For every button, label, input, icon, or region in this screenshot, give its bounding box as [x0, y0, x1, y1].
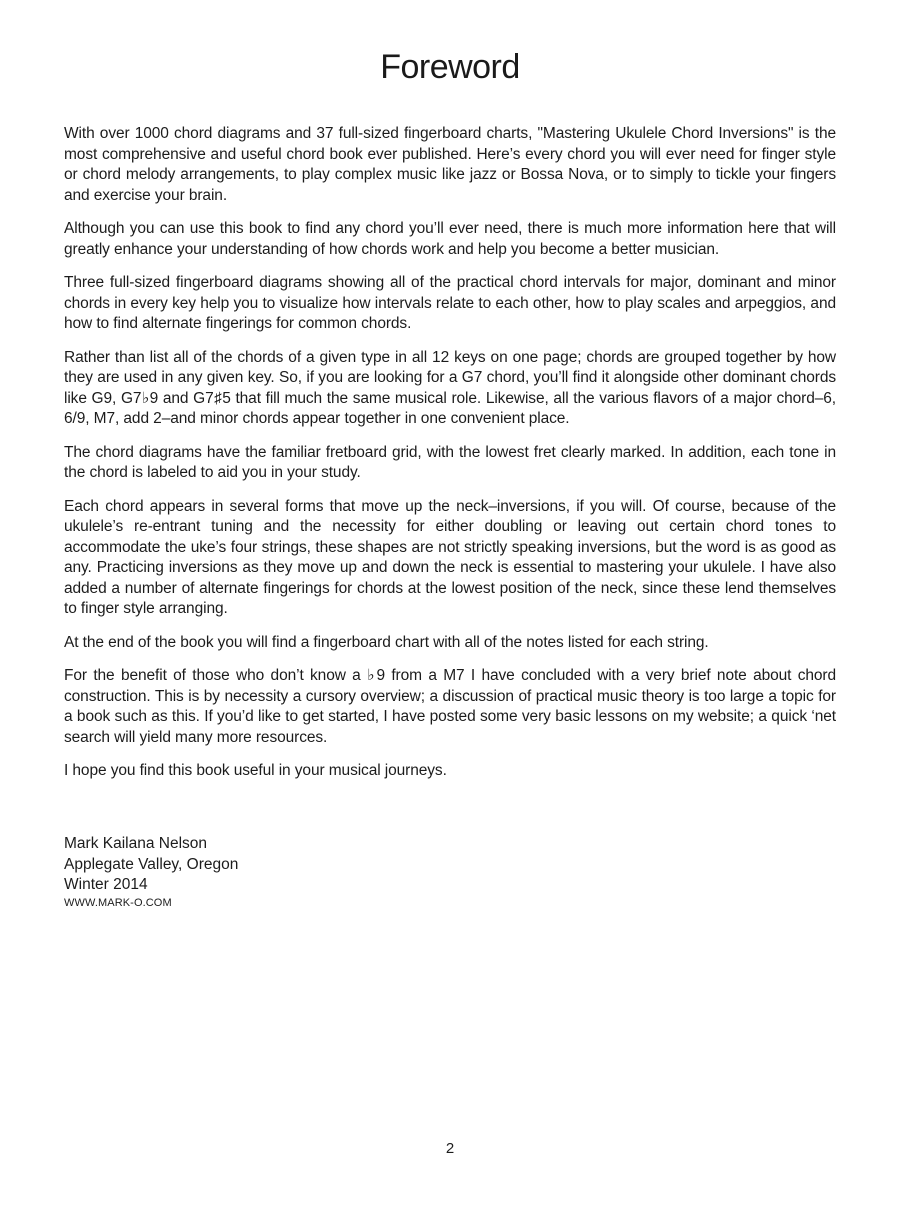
- signature-block: [64, 834, 238, 910]
- page-title: Foreword: [380, 48, 520, 86]
- foreword-body: [64, 124, 836, 795]
- paragraph-3: Three full-sized fingerboard diagrams showing all of the practical chord intervals for major, dominant and minor chords in every key help you to visualize how intervals relate to each other, how to play scales and arpeggios, and how to find alternate fingerings for common chords.: [64, 274, 836, 332]
- paragraph-6: Each chord appears in several forms that move up the neck–inversions, if you will. Of course, because of the ukulele’s re-entrant tuning and the necessity for either doubling or leaving out certain chord tones to accommodate the uke’s four strings, these shapes are not strictly speaking inversions, but the word is as good as any. Practicing inversions as they move up and down the neck is essential to mastering your ukulele. I have also added a number of alternate fingerings for chords at the lowest position of the neck, since these lend themselves to finger style arranging.: [64, 497, 836, 617]
- page-number: 2: [445, 1140, 455, 1157]
- signature-date: Winter 2014: [64, 876, 148, 893]
- paragraph-9: I hope you find this book useful in your musical journeys.: [64, 762, 447, 779]
- paragraph-7: At the end of the book you will find a fingerboard chart with all of the notes listed for each string.: [64, 633, 709, 651]
- paragraph-8: For the benefit of those who don’t know a ♭9 from a M7 I have concluded with a very brief note about chord construction. This is by necessity a cursory overview; a discussion of practical music theory is too large a topic for a book such as this. If you’d like to get started, I have posted some very basic lessons on my website; a quick ‘net search will yield many more resources.: [64, 667, 836, 746]
- paragraph-1: With over 1000 chord diagrams and 37 full-sized fingerboard charts, "Mastering Ukulele Chord Inversions" is the most comprehensive and useful chord book ever published. Here’s every chord you will ever need for finger style or chord melody arrangements, to play complex music like jazz or Bossa Nova, or to simply to tickle your fingers and exercise your brain.: [64, 125, 836, 204]
- author-location: Applegate Valley, Oregon: [64, 855, 239, 873]
- paragraph-2: Although you can use this book to find any chord you’ll ever need, there is much more information here that will greatly enhance your understanding of how chords work and help you become a better musician.: [64, 220, 836, 258]
- paragraph-4: Rather than list all of the chords of a given type in all 12 keys on one page; chords are grouped together by how they are used in any given key. So, if you are looking for a G7 chord, you’ll find it alongside other dominant chords like G9, G7♭9 and G7♯5 that fill much the same musical role. Likewise, all the various flavors of a major chord–6, 6/9, M7, add 2–and minor chords appear together in one convenient place.: [64, 348, 836, 427]
- author-website: WWW.MARK-O.COM: [64, 896, 172, 909]
- author-name: Mark Kailana Nelson: [64, 835, 208, 852]
- paragraph-5: The chord diagrams have the familiar fretboard grid, with the lowest fret clearly marked. In addition, each tone in the chord is labeled to aid you in your study.: [64, 443, 836, 481]
